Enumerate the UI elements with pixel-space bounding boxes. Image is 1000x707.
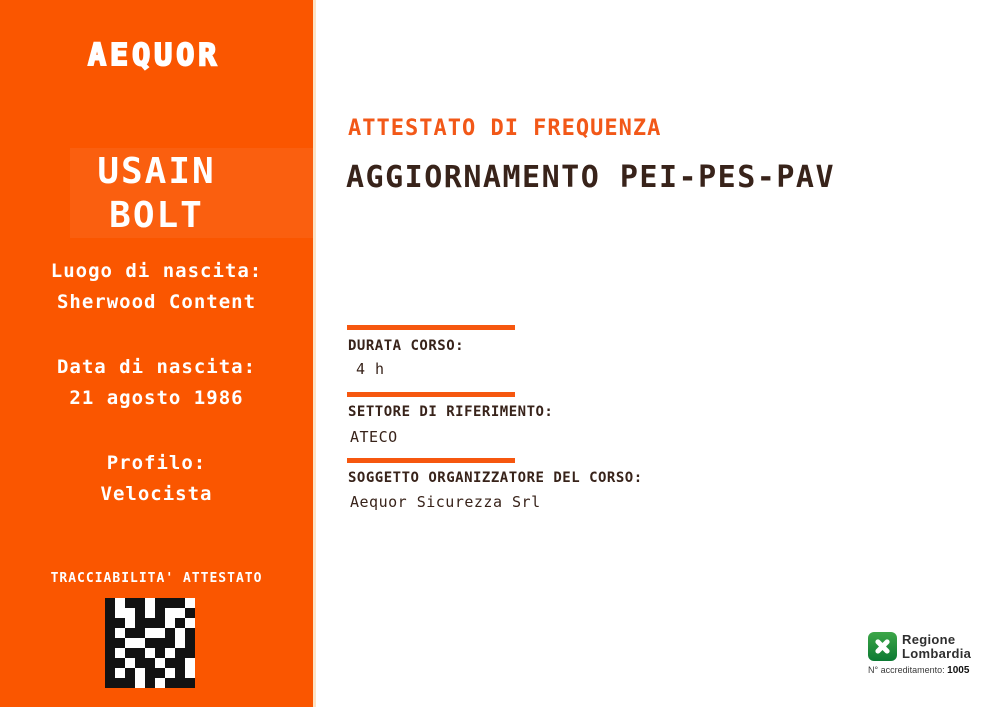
organizer-label: SOGGETTO ORGANIZZATORE DEL CORSO:	[348, 470, 643, 486]
birth-date-value: 21 agosto 1986	[69, 387, 244, 409]
sidebar-panel	[0, 0, 316, 707]
section-divider-bar	[347, 458, 515, 463]
course-duration-label: DURATA CORSO:	[348, 338, 465, 354]
rosa-camuna-icon	[868, 632, 897, 661]
birth-place-block	[0, 256, 313, 318]
section-divider-bar	[347, 392, 515, 397]
regione-lombardia-logo-row	[868, 632, 988, 661]
rosa-camuna-glyph	[872, 636, 893, 657]
course-title: AGGIORNAMENTO PEI-PES-PAV	[346, 160, 836, 195]
birth-place-value: Sherwood Content	[56, 291, 257, 313]
course-duration-value: 4 h	[356, 360, 385, 378]
traceability-label: TRACCIABILITA' ATTESTATO	[50, 571, 263, 586]
accreditation-number: N° accreditamento: 1005	[868, 665, 970, 676]
section-divider-bar	[347, 325, 515, 330]
regione-lombardia-name: Regione Lombardia	[902, 631, 972, 661]
profile-value: Velocista	[100, 483, 213, 505]
student-last-name: BOLT	[109, 195, 204, 236]
aequor-logo: AEQUOR	[88, 38, 221, 73]
reference-sector-value: ATECO	[350, 428, 398, 446]
qr-code	[105, 598, 195, 688]
birth-date-label: Data di nascita:	[56, 356, 257, 378]
profile-block	[0, 448, 313, 510]
profile-label: Profilo:	[106, 452, 207, 474]
organizer-value: Aequor Sicurezza Srl	[350, 493, 541, 511]
student-first-name: USAIN	[97, 151, 216, 192]
birth-place-label: Luogo di nascita:	[50, 260, 263, 282]
regione-lombardia-block	[868, 632, 988, 676]
reference-sector-label: SETTORE DI RIFERIMENTO:	[348, 404, 554, 420]
document-type-title: ATTESTATO DI FREQUENZA	[348, 116, 662, 141]
birth-date-block	[0, 352, 313, 414]
